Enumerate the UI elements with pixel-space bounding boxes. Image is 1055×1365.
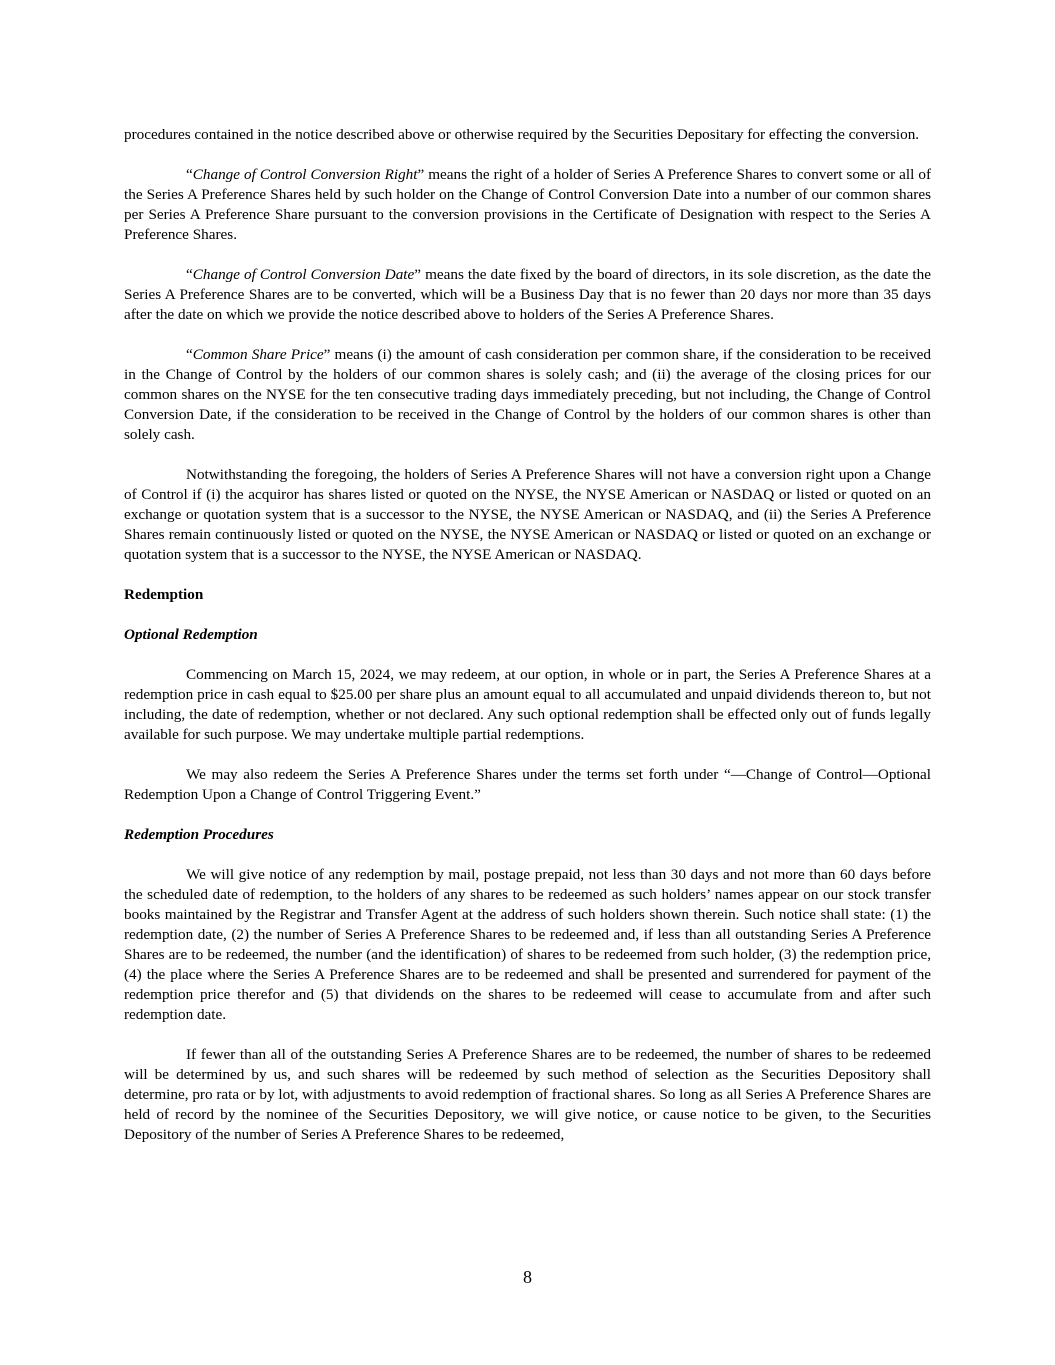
- definition-close-quote: ”: [414, 266, 422, 283]
- definition-text: means the right of a holder of Series A Preference Shares to convert some or all of the Series A Preference Shares held by such holder on the Change of Control Conversion Date into a number of our common shares per Series A Preference Share pursuant to the conversion provisions in the Certificate of Designation with respect to the Series A Preference Shares.: [124, 166, 932, 243]
- definition-term: Change of Control Conversion Date: [192, 266, 415, 283]
- definition-common-share-price: [124, 345, 931, 445]
- redemption-notice-paragraph: We will give notice of any redemption by mail, postage prepaid, not less than 30 days and not more than 60 days before the scheduled date of redemption, to the holders of any shares to be redeemed as such holders’ names appear on our stock transfer books maintained by the Registrar and Transfer Agent at the address of such holders shown therein. Such notice shall state: (1) the redemption date, (2) the number of Series A Preference Shares to be redeemed and, if less than all outstanding Series A Preference Shares are to be redeemed, the number (and the identification) of shares to be redeemed from such holder, (3) the redemption price, (4) the place where the Series A Preference Shares are to be redeemed and shall be presented and surrendered for payment of the redemption price therefor and (5) that dividends on the shares to be redeemed will cease to accumulate from and after such redemption date.: [124, 866, 931, 1023]
- notwithstanding-paragraph: Notwithstanding the foregoing, the holders of Series A Preference Shares will not have a conversion right upon a Change of Control if (i) the acquiror has shares listed or quoted on the NYSE, the NYSE American or NASDAQ or listed or quoted on an exchange or quotation system that is a successor to the NYSE, the NYSE American or NASDAQ, and (ii) the Series A Preference Shares remain continuously listed or quoted on the NYSE, the NYSE American or NASDAQ or listed or quoted on an exchange or quotation system that is a successor to the NYSE, the NYSE American or NASDAQ.: [124, 466, 931, 563]
- definition-change-of-control-conversion-date: [124, 265, 931, 325]
- partial-redemption-paragraph: If fewer than all of the outstanding Series A Preference Shares are to be redeemed, the number of shares to be redeemed will be determined by us, and such shares will be redeemed by such method of selection as the Securities Depository shall determine, pro rata or by lot, with adjustments to avoid redemption of fractional shares. So long as all Series A Preference Shares are held of record by the nominee of the Securities Depository, we will give notice, or cause notice to be given, to the Securities Depository of the number of Series A Preference Shares to be redeemed,: [124, 1046, 931, 1143]
- definition-text: means the date fixed by the board of directors, in its sole discretion, as the date the Series A Preference Shares are to be converted, which will be a Business Day that is no fewer than 20 days nor more than 35 days after the date on which we provide the notice described above to holders of the Series A Preference Shares.: [124, 266, 931, 323]
- definition-change-of-control-conversion-right: [124, 165, 931, 245]
- definition-open-quote: “: [186, 346, 193, 363]
- definition-term: Change of Control Conversion Right: [192, 166, 418, 183]
- page-number: 8: [523, 1267, 532, 1287]
- definition-close-quote: ”: [417, 166, 425, 183]
- definition-close-quote: ”: [323, 346, 331, 363]
- definition-text: means (i) the amount of cash consideration per common share, if the consideration to be received in the Change of Control by the holders of our common shares is solely cash; and (ii) the average of the closing prices for our common shares on the NYSE for the ten consecutive trading days immediately preceding, but not including, the Change of Control Conversion Date, if the consideration to be received in the Change of Control by the holders of our common shares is other than solely cash.: [124, 346, 932, 443]
- definition-open-quote: “: [186, 166, 193, 183]
- continuation-paragraph: procedures contained in the notice described above or otherwise required by the Securities Depositary for effecting the conversion.: [124, 126, 920, 143]
- definition-term: Common Share Price: [192, 346, 324, 363]
- document-page: [124, 125, 931, 1165]
- definition-open-quote: “: [186, 266, 193, 283]
- optional-redemption-change-of-control-paragraph: We may also redeem the Series A Preference Shares under the terms set forth under “—Change of Control—Optional Redemption Upon a Change of Control Triggering Event.”: [124, 766, 931, 803]
- redemption-heading: Redemption: [124, 586, 204, 603]
- optional-redemption-paragraph: Commencing on March 15, 2024, we may redeem, at our option, in whole or in part, the Series A Preference Shares at a redemption price in cash equal to $25.00 per share plus an amount equal to all accumulated and unpaid dividends thereon to, but not including, the date of redemption, whether or not declared. Any such optional redemption shall be effected only out of funds legally available for such purpose. We may undertake multiple partial redemptions.: [124, 666, 931, 743]
- optional-redemption-heading: Optional Redemption: [124, 626, 258, 643]
- redemption-procedures-heading: Redemption Procedures: [124, 826, 274, 843]
